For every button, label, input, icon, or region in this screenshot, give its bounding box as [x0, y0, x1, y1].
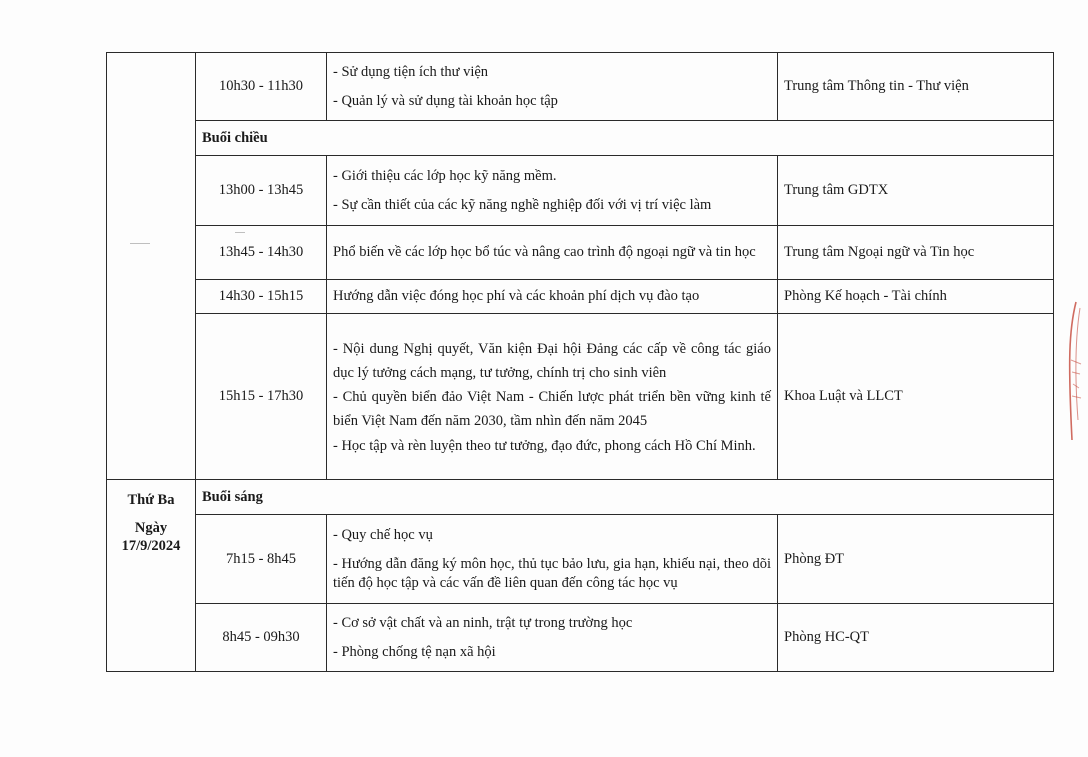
- content-item: - Sự cần thiết của các kỹ năng nghề nghiệp đối với vị trí việc làm: [333, 196, 712, 213]
- table-row: [107, 226, 1054, 280]
- stamp-fragment-icon: [1066, 300, 1084, 445]
- content-item: - Chủ quyền biển đảo Việt Nam - Chiến lược phát triển bền vững kinh tế biển Việt Nam đến năm 2030, tầm nhìn đến năm 2045: [333, 389, 771, 429]
- content-item: - Phòng chống tệ nạn xã hội: [333, 643, 496, 660]
- unit-cell: Trung tâm Thông tin - Thư viện: [778, 53, 1054, 121]
- date-value: 17/9/2024: [121, 538, 181, 554]
- day-cell: [107, 480, 196, 672]
- unit-cell: Trung tâm GDTX: [778, 156, 1054, 226]
- scan-mark: [235, 232, 245, 233]
- unit-cell: Khoa Luật và LLCT: [778, 314, 1054, 480]
- table-row: [107, 515, 1054, 604]
- session-row: [107, 121, 1054, 156]
- content-item: Phổ biến về các lớp học bổ túc và nâng cao trình độ ngoại ngữ và tin học: [333, 244, 756, 260]
- content-cell: [327, 280, 778, 314]
- content-cell: [327, 314, 778, 480]
- content-item: Hướng dẫn việc đóng học phí và các khoản phí dịch vụ đào tạo: [333, 288, 700, 304]
- day-label: Thứ Ba: [127, 492, 175, 508]
- unit-cell: Phòng HC-QT: [778, 604, 1054, 672]
- table-row: [107, 53, 1054, 121]
- session-label: Buổi chiều: [196, 121, 1054, 156]
- table-row: [107, 314, 1054, 480]
- time-cell: 15h15 - 17h30: [196, 314, 327, 480]
- content-item: - Hướng dẫn đăng ký môn học, thủ tục bảo lưu, gia hạn, khiếu nại, theo dõi tiến độ học tập và các vấn đề liên quan đến công tác học vụ: [333, 555, 771, 591]
- table-row: [107, 280, 1054, 314]
- unit-cell: Phòng ĐT: [778, 515, 1054, 604]
- content-item: - Nội dung Nghị quyết, Văn kiện Đại hội Đảng các cấp về công tác giáo dục lý tưởng cách mạng, tư tưởng, chính trị cho sinh viên: [333, 341, 771, 381]
- time-cell: 7h15 - 8h45: [196, 515, 327, 604]
- content-item: - Sử dụng tiện ích thư viện: [333, 63, 489, 80]
- time-cell: 14h30 - 15h15: [196, 280, 327, 314]
- content-item: - Quản lý và sử dụng tài khoản học tập: [333, 92, 558, 109]
- content-item: - Giới thiệu các lớp học kỹ năng mềm.: [333, 167, 557, 184]
- time-cell: 10h30 - 11h30: [196, 53, 327, 121]
- content-cell: [327, 226, 778, 280]
- session-label: Buổi sáng: [196, 480, 1054, 515]
- day-cell: [107, 53, 196, 480]
- content-cell: [327, 515, 778, 604]
- unit-cell: Phòng Kế hoạch - Tài chính: [778, 280, 1054, 314]
- content-item: - Quy chế học vụ: [333, 526, 433, 543]
- content-cell: [327, 53, 778, 121]
- time-cell: 8h45 - 09h30: [196, 604, 327, 672]
- date-label: Ngày: [134, 520, 168, 536]
- content-cell: [327, 156, 778, 226]
- scan-mark: [130, 243, 150, 244]
- content-cell: [327, 604, 778, 672]
- content-item: - Cơ sở vật chất và an ninh, trật tự trong trường học: [333, 614, 633, 631]
- session-row: [107, 480, 1054, 515]
- table-row: [107, 156, 1054, 226]
- time-cell: 13h45 - 14h30: [196, 226, 327, 280]
- time-cell: 13h00 - 13h45: [196, 156, 327, 226]
- table-row: [107, 604, 1054, 672]
- schedule-table: [106, 52, 1054, 672]
- content-item: - Học tập và rèn luyện theo tư tưởng, đạo đức, phong cách Hồ Chí Minh.: [333, 438, 756, 454]
- unit-cell: Trung tâm Ngoại ngữ và Tin học: [778, 226, 1054, 280]
